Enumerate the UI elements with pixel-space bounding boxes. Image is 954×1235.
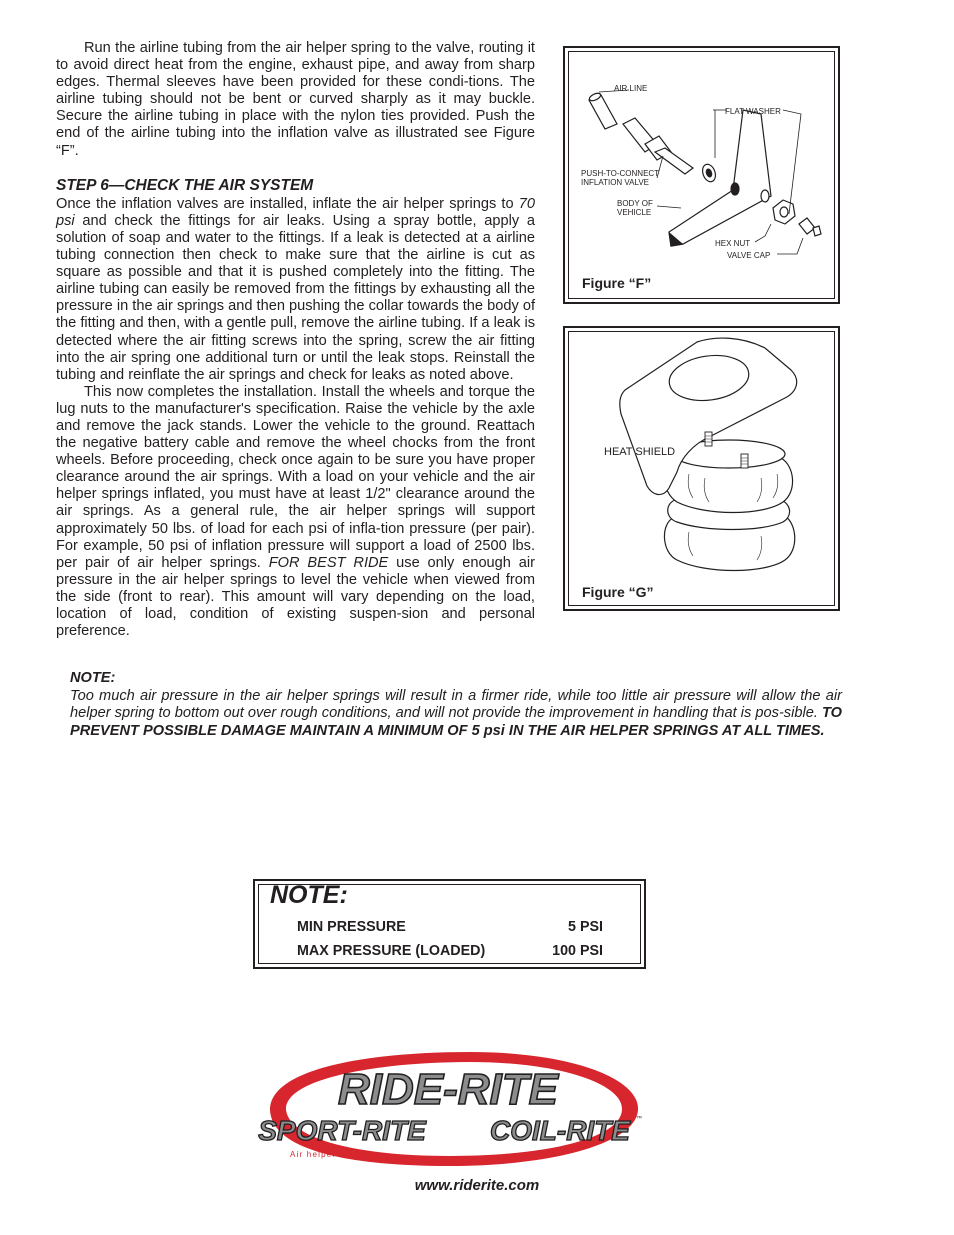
max-pressure-value: 100 PSI [552,943,603,959]
max-pressure-row [297,943,603,959]
label-flat-washer: FLAT WASHER [725,107,781,116]
body-column [56,40,535,640]
figure-g [563,326,840,611]
label-hex-nut: HEX NUT [715,239,751,248]
website-url: www.riderite.com [414,1177,540,1194]
min-pressure-value: 5 PSI [568,919,603,935]
max-pressure-label: MAX PRESSURE (LOADED) [297,943,486,959]
label-valve-cap: VALVE CAP [727,251,771,260]
logo-brand: RIDE-RITE [338,1065,558,1114]
label-push-to-connect: PUSH-TO-CONNECT [581,169,660,178]
note-heading: NOTE: [70,670,116,686]
figure-g-caption: Figure “G” [582,584,654,600]
label-inflation-valve: INFLATION VALVE [581,178,650,187]
figure-f-caption: Figure “F” [582,275,652,291]
best-ride: FOR BEST RIDE [268,554,389,571]
paragraph-completion: This now completes the installation. Install the wheels and torque the lug nuts to the manufacturer's specification. Raise the vehicle by the axle and remove the jack stands. Lower the vehicle to the ground. Reattach the negative battery cable and remove the wheel chocks from the front wheels. Before proceeding, check once again to be sure you have proper clearance around the air springs. With a load on your vehicle and the air helper springs inflated, you must have at least 1/2" clearance around the air springs. As a general rule, the air helper springs will support approximately 50 lbs. of load for each psi of infla-tion pressure (per pair). For example, 50 psi of inflation pressure will support a load of 2500 lbs. per pair of air helper springs. FOR BEST RIDE use only enough air pressure in the air helper springs to level the vehicle when viewed from the side (front to rear). This amount will vary depending on the load, location of load, condition of existing suspen-sion and personal preference. [56,383,535,640]
min-pressure-label: MIN PRESSURE [297,919,406,935]
ride-rite-logo [250,1048,645,1173]
logo-trademark: ™ [636,1116,642,1122]
figure-g-diagram [565,328,838,609]
note-text: Too much air pressure in the air helper springs will result in a firmer ride, while too little air pressure will allow the air helper spring to bottom out over rough conditions, and will not provide the improvement in handling that is pos-sible. TO PREVENT POSSIBLE DAMAGE MAINTAIN A MINIMUM OF 5 psi IN THE AIR HELPER SPRINGS AT ALL TIMES. [70,687,842,739]
min-pressure-row [297,919,603,935]
figure-f-diagram [565,48,838,302]
label-heat-shield: HEAT SHIELD [604,446,676,458]
paragraph-check-air-system: Once the inflation valves are installed, inflate the air helper springs to 70 psi and check the fittings for air leaks. Using a spray bottle, apply a solution of soap and water to the fittings. If a leak is detected at a airline tubing connection then check to make sure that the airline is cut as square as possible and that it is pushed completely into the fitting. The airline tubing can easily be removed from the fittings by exhausting all the pressure in the air springs and then pushing the collar towards the body of the fitting and then, with a gentle pull, remove the airline tubing. If a leak is detected where the air fitting screws into the spring, screw the air fitting into the air spring one additional turn or until the leak stops. Reinstall the tubing and reinflate the air springs and check for leaks as noted above. [56,195,535,383]
figure-f [563,46,840,304]
note-warning: TO PREVENT POSSIBLE DAMAGE MAINTAIN A MINIMUM OF 5 psi IN THE AIR HELPER SPRINGS AT ALL TIMES. [70,705,842,739]
note-box-title: NOTE: [270,881,348,909]
paragraph-airline-routing: Run the airline tubing from the air helper spring to the valve, routing it to avoid direct heat from the engine, exhaust pipe, and away from sharp edges. Thermal sleeves have been provided for these condi-tions. The airline tubing should not be bent or curved sharply as it may buckle. Secure the airline tubing in place with the nylon ties provided. Push the end of the airline tubing into the inflation valve as illustrated see Figure “F”. [56,40,535,159]
pressure-note-box [253,879,646,969]
label-air-line: AIR LINE [614,84,648,93]
label-body-of: BODY OF [617,199,653,208]
logo-tagline: Air helper springs [290,1150,374,1159]
step-6-heading: STEP 6—CHECK THE AIR SYSTEM [56,176,314,194]
label-vehicle: VEHICLE [617,208,652,217]
logo-sub-sport: SPORT-RITE [258,1115,426,1146]
note-block [70,670,842,740]
psi-value: 70 psi [56,195,535,229]
logo-sub-coil: COIL-RITE [490,1115,630,1146]
